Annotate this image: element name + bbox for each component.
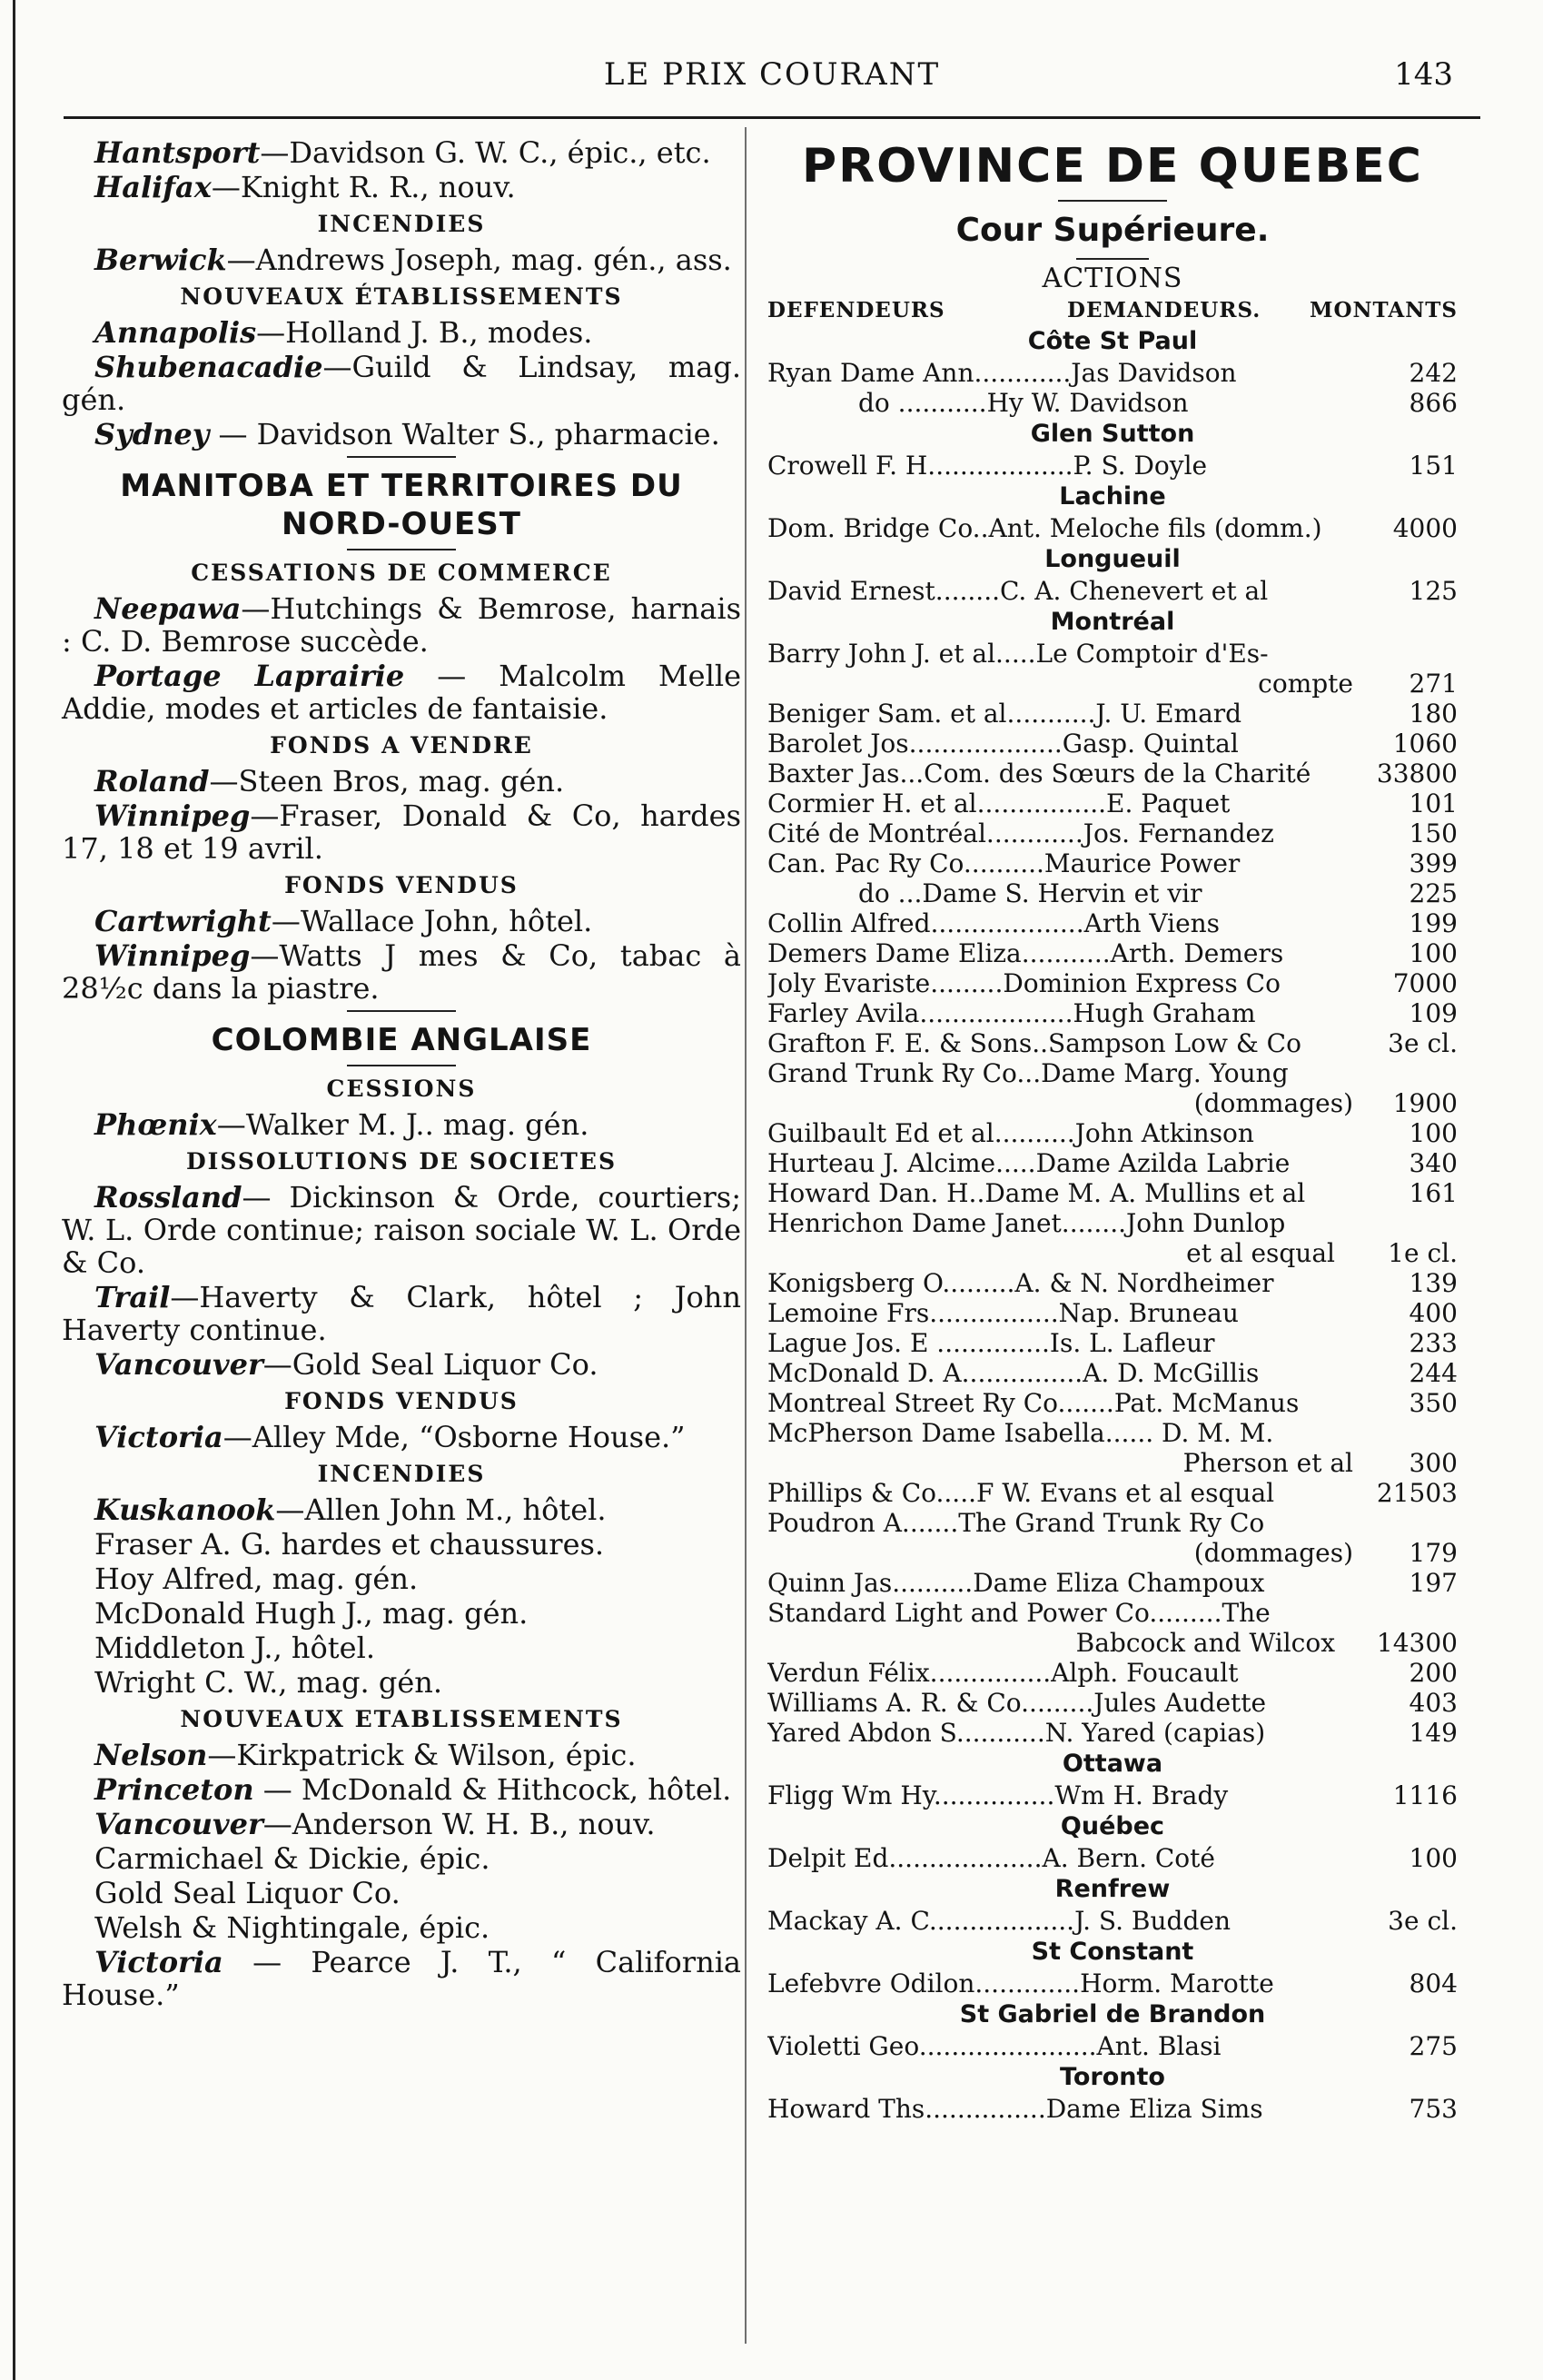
section-heading: FONDS VENDUS xyxy=(284,872,519,898)
title-rule xyxy=(1058,200,1167,202)
lawsuit-row xyxy=(767,451,1458,481)
lawsuit-row xyxy=(767,1843,1458,1873)
section-heading: NOUVEAUX ÉTABLISSEMENTS xyxy=(180,283,623,310)
amount-value: 101 xyxy=(1409,788,1458,818)
place-name: Winnipeg xyxy=(94,798,251,833)
province-title: PROVINCE DE QUEBEC xyxy=(802,139,1423,193)
parties-text: (dommages) xyxy=(1193,1538,1353,1568)
amount-value: 804 xyxy=(1409,1968,1458,1998)
parties-text: Grand Trunk Ry Co...Dame Marg. Young xyxy=(767,1058,1289,1088)
parties-text: Barolet Jos...................Gasp. Quintal xyxy=(767,729,1239,759)
section-heading: FONDS A VENDRE xyxy=(270,732,533,759)
lawsuit-row xyxy=(767,1358,1458,1388)
parties-text: Baxter Jas...Com. des Sœurs de la Charité xyxy=(767,759,1311,788)
lawsuit-row xyxy=(767,968,1458,998)
lawsuit-row xyxy=(767,1238,1458,1268)
notice-entry xyxy=(62,592,741,658)
city-heading: Longueuil xyxy=(1044,545,1181,573)
lawsuit-row xyxy=(767,1088,1458,1118)
parties-text: Dom. Bridge Co..Ant. Meloche fils (domm.) xyxy=(767,513,1322,543)
notice-text: McDonald Hugh J., mag. gén. xyxy=(94,1596,529,1631)
parties-text: McDonald D. A...............A. D. McGillis xyxy=(767,1358,1260,1388)
place-name: Vancouver xyxy=(94,1807,263,1841)
notice-text: —Allen John M., hôtel. xyxy=(275,1492,607,1527)
amount-value: 753 xyxy=(1409,2094,1458,2124)
parties-text: Verdun Félix...............Alph. Foucault xyxy=(767,1658,1239,1688)
notice-line xyxy=(62,1911,741,1944)
amount-value: 300 xyxy=(1409,1448,1458,1478)
notice-text: Middleton J., hôtel. xyxy=(94,1631,375,1665)
notice-entry xyxy=(62,1946,741,2011)
lawsuit-row xyxy=(767,1058,1458,1088)
notice-text: Carmichael & Dickie, épic. xyxy=(94,1841,490,1876)
parties-text: Delpit Ed...................A. Bern. Coté xyxy=(767,1843,1215,1873)
notice-line xyxy=(62,1631,741,1664)
notice-text: —Haverty & Clark, hôtel ; John Haverty continue. xyxy=(62,1280,741,1347)
amount-value: 4000 xyxy=(1392,513,1458,543)
parties-text: et al esqual xyxy=(1186,1238,1335,1268)
place-name: Berwick xyxy=(94,243,227,277)
parties-text: Yared Abdon S...........N. Yared (capias) xyxy=(767,1718,1266,1748)
amount-value: 179 xyxy=(1409,1538,1458,1568)
city-heading: St Constant xyxy=(1031,1938,1194,1966)
notice-text: —Watts J mes & Co, tabac à 28½c dans la piastre. xyxy=(62,938,741,1006)
lawsuit-row xyxy=(767,1780,1458,1810)
notice-entry xyxy=(62,171,741,203)
notice-text: —Andrews Joseph, mag. gén., ass. xyxy=(226,243,732,277)
amount-value: 242 xyxy=(1409,358,1458,388)
lawsuit-row xyxy=(767,729,1458,759)
parties-text: Quinn Jas..........Dame Eliza Champoux xyxy=(767,1568,1265,1598)
parties-text: Guilbault Ed et al..........John Atkinson xyxy=(767,1118,1254,1148)
notice-text: Hoy Alfred, mag. gén. xyxy=(94,1562,419,1596)
lawsuit-row xyxy=(767,998,1458,1028)
place-name: Roland xyxy=(94,764,210,798)
amounts-header: MONTANTS xyxy=(1310,298,1458,322)
lawsuit-row xyxy=(767,639,1458,669)
parties-text: Babcock and Wilcox xyxy=(1075,1628,1335,1658)
notice-text: —Holland J. B., modes. xyxy=(256,315,593,350)
parties-text: Howard Ths...............Dame Eliza Sims xyxy=(767,2094,1263,2124)
lawsuit-row xyxy=(767,358,1458,388)
amount-value: 139 xyxy=(1409,1268,1458,1298)
notice-text: — McDonald & Hithcock, hôtel. xyxy=(253,1772,732,1807)
lawsuit-row xyxy=(767,908,1458,938)
city-heading: Renfrew xyxy=(1054,1875,1171,1903)
city-heading: Ottawa xyxy=(1062,1750,1163,1778)
parties-text: Hurteau J. Alcime.....Dame Azilda Labrie xyxy=(767,1148,1291,1178)
parties-text: Henrichon Dame Janet........John Dunlop xyxy=(767,1208,1286,1238)
city-heading: St Gabriel de Brandon xyxy=(959,2000,1266,2028)
parties-text: Joly Evariste.........Dominion Express Co xyxy=(767,968,1281,998)
lawsuit-row xyxy=(767,1418,1458,1448)
place-name: Neepawa xyxy=(94,591,242,626)
parties-text: (dommages) xyxy=(1193,1088,1353,1118)
parties-text: Konigsberg O.........A. & N. Nordheimer xyxy=(767,1268,1274,1298)
lawsuit-row xyxy=(767,818,1458,848)
lawsuit-row xyxy=(767,1388,1458,1418)
scan-edge xyxy=(13,0,15,2380)
amount-value: 125 xyxy=(1409,576,1458,606)
notice-text: —Walker M. J.. mag. gén. xyxy=(216,1107,589,1142)
parties-text: Williams A. R. & Co.........Jules Audette xyxy=(767,1688,1267,1718)
place-name: Princeton xyxy=(94,1772,254,1807)
notice-text: —Kirkpatrick & Wilson, épic. xyxy=(207,1738,637,1772)
notice-text: —Wallace John, hôtel. xyxy=(271,904,593,938)
notice-line xyxy=(62,1528,741,1561)
section-rule xyxy=(347,456,456,458)
place-name: Victoria xyxy=(94,1420,223,1454)
notice-entry xyxy=(62,905,741,937)
column-divider xyxy=(745,127,747,2344)
section-heading: CESSIONS xyxy=(326,1076,477,1102)
lawsuit-row xyxy=(767,759,1458,788)
lawsuit-row xyxy=(767,1298,1458,1328)
notice-entry xyxy=(62,1181,741,1279)
parties-text: Beniger Sam. et al...........J. U. Emard xyxy=(767,699,1242,729)
lawsuit-row xyxy=(767,848,1458,878)
amount-value: 233 xyxy=(1409,1328,1458,1358)
court-title: Cour Supérieure. xyxy=(955,212,1270,249)
running-head xyxy=(64,56,1480,104)
lawsuit-row xyxy=(767,669,1458,699)
page-number: 143 xyxy=(1394,56,1453,93)
parties-text: do ...........Hy W. Davidson xyxy=(858,388,1189,418)
amount-value: 100 xyxy=(1409,938,1458,968)
amount-value: 180 xyxy=(1409,699,1458,729)
place-name: Rossland xyxy=(94,1180,242,1215)
parties-text: Farley Avila...................Hugh Graham xyxy=(767,998,1256,1028)
city-heading: Montréal xyxy=(1050,608,1175,636)
lawsuit-row xyxy=(767,1178,1458,1208)
lawsuit-row xyxy=(767,1598,1458,1628)
lawsuit-row xyxy=(767,1688,1458,1718)
lawsuit-row xyxy=(767,1118,1458,1148)
section-rule xyxy=(347,1065,456,1066)
notice-text: Gold Seal Liquor Co. xyxy=(94,1876,401,1910)
notice-text: — Davidson Walter S., pharmacie. xyxy=(209,417,720,451)
notice-entry xyxy=(62,351,741,416)
amount-value: 866 xyxy=(1409,388,1458,418)
amount-value: 161 xyxy=(1409,1178,1458,1208)
parties-text: Collin Alfred...................Arth Viens xyxy=(767,908,1221,938)
notice-line xyxy=(62,1562,741,1595)
lawsuit-row xyxy=(767,1268,1458,1298)
parties-text: Standard Light and Power Co.........The xyxy=(767,1598,1271,1628)
lawsuit-row xyxy=(767,1538,1458,1568)
place-name: Sydney xyxy=(94,417,210,451)
amount-value: 1116 xyxy=(1392,1780,1458,1810)
notice-text: — Pearce J. T., “ California House.” xyxy=(62,1945,741,2012)
lawsuit-row xyxy=(767,576,1458,606)
lawsuit-row xyxy=(767,938,1458,968)
place-name: Phœnix xyxy=(94,1107,217,1142)
amount-value: 400 xyxy=(1409,1298,1458,1328)
lawsuit-row xyxy=(767,1628,1458,1658)
notice-text: — Malcolm Melle Addie, modes et articles de fantaisie. xyxy=(62,659,741,726)
parties-text: Lague Jos. E ..............Is. L. Lafleur xyxy=(767,1328,1215,1358)
notice-line xyxy=(62,1877,741,1909)
notice-entry xyxy=(62,136,741,169)
place-name: Hantsport xyxy=(94,135,261,170)
lawsuit-row xyxy=(767,1906,1458,1936)
amount-value: 399 xyxy=(1409,848,1458,878)
place-name: Shubenacadie xyxy=(94,350,323,384)
notice-text: —Steen Bros, mag. gén. xyxy=(209,764,565,798)
amount-value: 3e cl. xyxy=(1388,1906,1458,1936)
section-rule xyxy=(347,1010,456,1012)
place-name: Vancouver xyxy=(94,1347,263,1382)
place-name: Kuskanook xyxy=(94,1492,276,1527)
lawsuit-row xyxy=(767,1508,1458,1538)
amount-value: 109 xyxy=(1409,998,1458,1028)
notice-text: —Anderson W. H. B., nouv. xyxy=(262,1807,656,1841)
parties-text: Can. Pac Ry Co..........Maurice Power xyxy=(767,848,1241,878)
parties-text: Phillips & Co.....F W. Evans et al esqual xyxy=(767,1478,1275,1508)
amount-value: 225 xyxy=(1409,878,1458,908)
amount-value: 14300 xyxy=(1376,1628,1458,1658)
amount-value: 151 xyxy=(1409,451,1458,481)
amount-value: 200 xyxy=(1409,1658,1458,1688)
notice-entry xyxy=(62,1808,741,1840)
section-heading: INCENDIES xyxy=(317,1461,486,1487)
place-name: Trail xyxy=(94,1280,171,1314)
right-column xyxy=(767,136,1458,2124)
parties-text: Crowell F. H..................P. S. Doyle xyxy=(767,451,1208,481)
notice-text: —Fraser, Donald & Co, hardes 17, 18 et 19 avril. xyxy=(62,798,741,866)
parties-text: Fligg Wm Hy...............Wm H. Brady xyxy=(767,1780,1229,1810)
lawsuit-row xyxy=(767,1478,1458,1508)
amount-value: 1900 xyxy=(1392,1088,1458,1118)
notice-text: — Dickinson & Orde, courtiers; W. L. Orde continue; raison sociale W. L. Orde & Co. xyxy=(62,1180,741,1280)
notice-text: —Hutchings & Bemrose, harnais : C. D. Bemrose succède. xyxy=(62,591,741,659)
section-heading: FONDS VENDUS xyxy=(284,1388,519,1414)
notice-entry xyxy=(62,418,741,451)
amount-value: 275 xyxy=(1409,2031,1458,2061)
header-rule xyxy=(64,116,1480,119)
parties-text: compte xyxy=(1258,669,1353,699)
parties-text: Lemoine Frs................Nap. Bruneau xyxy=(767,1298,1239,1328)
notice-line xyxy=(62,1666,741,1699)
lawsuit-row xyxy=(767,1148,1458,1178)
amount-value: 1e cl. xyxy=(1388,1238,1458,1268)
lawsuit-row xyxy=(767,2094,1458,2124)
parties-text: Ryan Dame Ann............Jas Davidson xyxy=(767,358,1237,388)
parties-text: David Ernest........C. A. Chenevert et al xyxy=(767,576,1269,606)
notice-text: —Gold Seal Liquor Co. xyxy=(262,1347,598,1382)
notice-line xyxy=(62,1597,741,1630)
parties-text: Howard Dan. H..Dame M. A. Mullins et al xyxy=(767,1178,1306,1208)
city-heading: Lachine xyxy=(1059,482,1166,511)
notice-text: Welsh & Nightingale, épic. xyxy=(94,1910,490,1945)
lawsuit-row xyxy=(767,388,1458,418)
lawsuit-row xyxy=(767,1328,1458,1358)
parties-text: Lefebvre Odilon.............Horm. Marotte xyxy=(767,1968,1274,1998)
lawsuit-row xyxy=(767,1208,1458,1238)
lawsuit-list xyxy=(767,325,1458,2124)
amount-value: 100 xyxy=(1409,1118,1458,1148)
amount-value: 271 xyxy=(1409,669,1458,699)
lawsuit-row xyxy=(767,1968,1458,1998)
notice-text: —Knight R. R., nouv. xyxy=(211,170,516,204)
lawsuit-row xyxy=(767,1448,1458,1478)
parties-text: Pherson et al xyxy=(1182,1448,1353,1478)
notice-entry xyxy=(62,1108,741,1141)
lawsuit-row xyxy=(767,1718,1458,1748)
defendants-header: DEFENDEURS xyxy=(767,298,945,322)
notice-entry xyxy=(62,243,741,276)
parties-text: Montreal Street Ry Co.......Pat. McManus xyxy=(767,1388,1300,1418)
province-heading: MANITOBA ET TERRITOIRES DU NORD-OUEST xyxy=(120,468,683,542)
notice-entry xyxy=(62,659,741,725)
place-name: Victoria xyxy=(94,1945,223,1979)
lawsuit-row xyxy=(767,2031,1458,2061)
notice-line xyxy=(62,1842,741,1875)
lawsuit-row xyxy=(767,878,1458,908)
place-name: Cartwright xyxy=(94,904,272,938)
section-heading: DISSOLUTIONS DE SOCIETES xyxy=(185,1148,618,1175)
place-name: Nelson xyxy=(94,1738,208,1772)
place-name: Portage Laprairie xyxy=(94,659,405,693)
notice-entry xyxy=(62,316,741,349)
amount-value: 33800 xyxy=(1376,759,1458,788)
lawsuit-row xyxy=(767,1028,1458,1058)
amount-value: 3e cl. xyxy=(1388,1028,1458,1058)
parties-text: Cormier H. et al................E. Paquet xyxy=(767,788,1231,818)
amount-value: 150 xyxy=(1409,818,1458,848)
city-heading: Côte St Paul xyxy=(1027,327,1198,355)
parties-text: Grafton F. E. & Sons..Sampson Low & Co xyxy=(767,1028,1301,1058)
lawsuit-row xyxy=(767,1568,1458,1598)
city-heading: Toronto xyxy=(1060,2063,1165,2091)
column-headers xyxy=(767,294,1458,325)
parties-text: Mackay A. C..................J. S. Budden xyxy=(767,1906,1231,1936)
city-heading: Québec xyxy=(1060,1812,1165,1840)
notice-entry xyxy=(62,1493,741,1526)
plaintiffs-header: DEMANDEURS. xyxy=(1067,298,1261,322)
notice-text: —Guild & Lindsay, mag. gén. xyxy=(62,350,741,417)
notice-entry xyxy=(62,1348,741,1381)
amount-value: 244 xyxy=(1409,1358,1458,1388)
amount-value: 340 xyxy=(1409,1148,1458,1178)
amount-value: 149 xyxy=(1409,1718,1458,1748)
amount-value: 350 xyxy=(1409,1388,1458,1418)
left-column xyxy=(62,136,741,2013)
lawsuit-row xyxy=(767,699,1458,729)
notice-text: Fraser A. G. hardes et chaussures. xyxy=(94,1527,605,1562)
lawsuit-row xyxy=(767,1658,1458,1688)
lawsuit-row xyxy=(767,788,1458,818)
amount-value: 403 xyxy=(1409,1688,1458,1718)
notice-entry xyxy=(62,1281,741,1346)
amount-value: 100 xyxy=(1409,1843,1458,1873)
notice-entry xyxy=(62,1739,741,1771)
notice-entry xyxy=(62,939,741,1005)
notice-entry xyxy=(62,799,741,865)
section-heading: INCENDIES xyxy=(317,211,486,237)
notice-text: —Alley Mde, “Osborne House.” xyxy=(223,1420,686,1454)
notice-text: —Davidson G. W. C., épic., etc. xyxy=(260,135,711,170)
notice-entry xyxy=(62,1421,741,1453)
amount-value: 21503 xyxy=(1376,1478,1458,1508)
parties-text: Barry John J. et al.....Le Comptoir d'Es- xyxy=(767,639,1269,669)
notice-entry xyxy=(62,1773,741,1806)
parties-text: Poudron A.......The Grand Trunk Ry Co xyxy=(767,1508,1265,1538)
actions-title: ACTIONS xyxy=(1042,263,1183,294)
place-name: Winnipeg xyxy=(94,938,251,973)
amount-value: 199 xyxy=(1409,908,1458,938)
notice-text: Wright C. W., mag. gén. xyxy=(94,1665,443,1700)
section-heading: NOUVEAUX ETABLISSEMENTS xyxy=(180,1706,623,1732)
place-name: Halifax xyxy=(94,170,212,204)
parties-text: McPherson Dame Isabella...... D. M. M. xyxy=(767,1418,1274,1448)
lawsuit-row xyxy=(767,513,1458,543)
parties-text: Demers Dame Eliza...........Arth. Demers xyxy=(767,938,1284,968)
parties-text: Cité de Montréal............Jos. Fernandez xyxy=(767,818,1274,848)
place-name: Annapolis xyxy=(94,315,257,350)
section-rule xyxy=(347,549,456,550)
amount-value: 7000 xyxy=(1392,968,1458,998)
publication-title: LE PRIX COURANT xyxy=(603,56,941,93)
amount-value: 197 xyxy=(1409,1568,1458,1598)
notice-entry xyxy=(62,765,741,798)
amount-value: 1060 xyxy=(1392,729,1458,759)
parties-text: Violetti Geo......................Ant. Blasi xyxy=(767,2031,1222,2061)
section-heading: CESSATIONS DE COMMERCE xyxy=(191,560,612,586)
city-heading: Glen Sutton xyxy=(1030,420,1195,448)
court-rule xyxy=(1076,258,1149,260)
province-heading: COLOMBIE ANGLAISE xyxy=(211,1022,592,1058)
parties-text: do ...Dame S. Hervin et vir xyxy=(858,878,1202,908)
